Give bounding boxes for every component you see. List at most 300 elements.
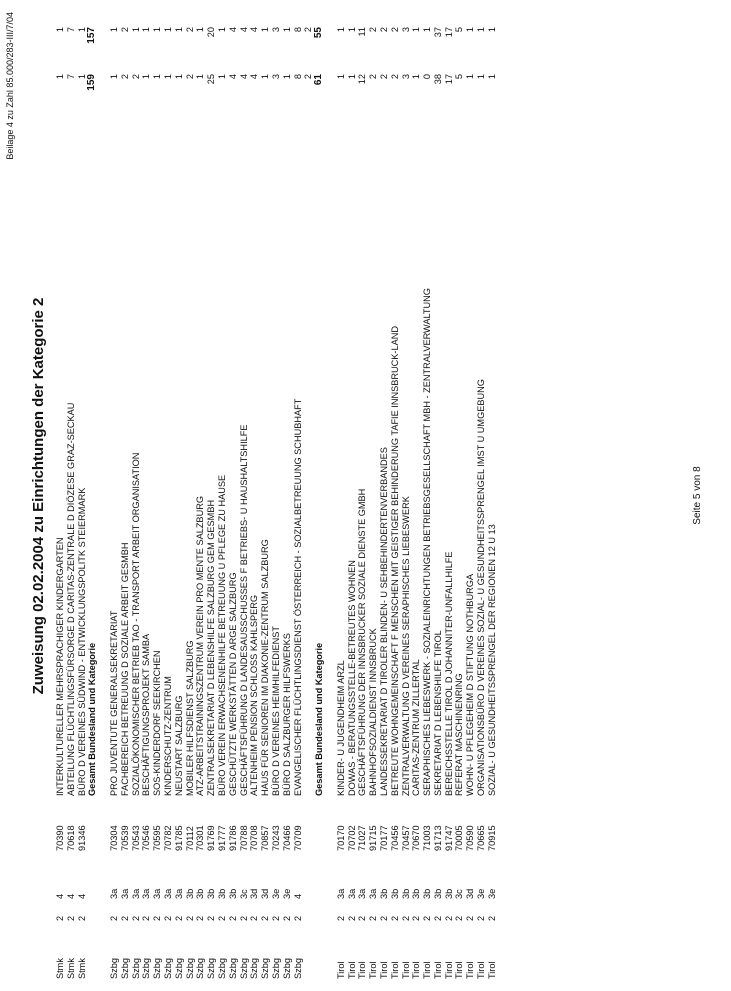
cell-subcategory: 3e: [281, 888, 292, 899]
cell-subcategory: 4: [65, 893, 76, 899]
cell-subcategory: 3a: [130, 888, 141, 899]
cell-count-b: 17: [443, 27, 454, 38]
cell-count-a: 12: [357, 74, 368, 85]
cell-name: EVANGELISCHER FLÜCHTLINGSDIENST ÖSTERREICH - SOZIALBETREUUNG SCHUBHAFT: [292, 398, 303, 796]
cell-subcategory: 3a: [152, 888, 163, 899]
cell-category: 2: [389, 915, 400, 921]
cell-category: 2: [454, 915, 465, 921]
cell-category: 2: [195, 915, 206, 921]
cell-number: 70590: [465, 825, 476, 851]
total-row: [87, 19, 98, 979]
page-title: Zuweisung 02.02.2004 zu Einrichtungen der Kategorie 2: [30, 297, 47, 695]
cell-subcategory: 3a: [346, 888, 357, 899]
cell-number: 70304: [108, 825, 119, 851]
cell-land: Stmk: [55, 958, 65, 979]
cell-land: Szbg: [260, 958, 271, 979]
cell-land: Szbg: [206, 958, 217, 979]
cell-subcategory: 3b: [378, 888, 389, 899]
cell-name: GESCHÄFTSFÜHRUNG D LANDESAUSSCHUSSES F BETRIEBS- U HAUSHALTSHILFE: [238, 424, 249, 796]
cell-count-a: 4: [249, 74, 260, 80]
table-row: [271, 19, 282, 979]
cell-count-a: 1: [411, 74, 422, 80]
cell-subcategory: 3a: [141, 888, 152, 899]
cell-category: 2: [184, 915, 195, 921]
cell-number: 70456: [389, 825, 400, 851]
cell-land: Tirol: [378, 961, 389, 979]
cell-subcategory: 3d: [249, 888, 260, 899]
cell-name: SEKRETARIAT D LEBENSHILFE TIROL: [432, 630, 443, 796]
cell-count-b: 157: [86, 27, 98, 44]
cell-count-b: 1: [141, 27, 152, 33]
cell-land: Tirol: [400, 961, 411, 979]
cell-land: Tirol: [432, 961, 443, 979]
cell-number: 70709: [292, 825, 303, 851]
cell-category: 2: [206, 915, 217, 921]
cell-name: CARITAS-ZENTRUM ZILLERTAL: [411, 659, 422, 796]
table-row: [487, 19, 498, 979]
cell-count-b: 55: [313, 27, 325, 39]
cell-name: SOZIAL- U GESUNDHEITSSPRENGEL DER REGIONEN 12 U 13: [486, 524, 497, 796]
cell-subcategory: 3b: [227, 888, 238, 899]
allocation-table: [55, 19, 498, 979]
cell-count-a: 2: [303, 74, 314, 80]
cell-subcategory: 3d: [465, 888, 476, 899]
cell-subcategory: 4: [55, 893, 65, 899]
cell-category: 2: [432, 915, 443, 921]
cell-count-b: 2: [368, 27, 379, 33]
cell-name: GESCHÄFTSFÜHRUNG DER INNSBRUCKER SOZIALE DIENSTE GMBH: [357, 488, 368, 796]
cell-count-a: 1: [152, 74, 163, 80]
cell-category: 2: [130, 915, 141, 921]
cell-number: 70546: [141, 825, 152, 851]
beilage-reference: Beilage 4 zu Zahl 85.000/283-III/7/04: [5, 12, 15, 160]
table-row: [390, 19, 401, 979]
cell-count-b: 20: [206, 27, 217, 38]
cell-count-a: 3: [400, 74, 411, 80]
cell-number: 91747: [443, 825, 454, 851]
cell-count-a: 1: [173, 74, 184, 80]
cell-category: 2: [216, 915, 227, 921]
cell-subcategory: 3b: [432, 888, 443, 899]
cell-land: Szbg: [162, 958, 173, 979]
table-row: [401, 19, 412, 979]
cell-count-a: 1: [76, 74, 87, 80]
cell-category: 2: [292, 915, 303, 921]
cell-number: 70543: [130, 825, 141, 851]
table-row: [433, 19, 444, 979]
cell-subcategory: 3a: [335, 888, 346, 899]
cell-count-a: 1: [346, 74, 357, 80]
cell-count-a: 2: [130, 74, 141, 80]
cell-name: ALTENHEIM PENSION SCHLOSS KAHLSPERG: [249, 595, 260, 796]
table-row: [293, 19, 304, 979]
cell-category: 2: [152, 915, 163, 921]
table-row: [217, 19, 228, 979]
table-row: [152, 19, 163, 979]
cell-land: Szbg: [195, 958, 206, 979]
cell-land: Szbg: [292, 958, 303, 979]
cell-count-b: 1: [346, 27, 357, 33]
cell-name: FACHBEREICH BETREUUNG D SOZIALE ARBEIT GESMBH: [119, 542, 130, 796]
table-row: [77, 19, 88, 979]
cell-name: BAHNHOFSOZIALDIENST INNSBRUCK: [368, 628, 379, 796]
cell-category: 2: [249, 915, 260, 921]
cell-land: Szbg: [238, 958, 249, 979]
cell-name: BEREICHSSTELLE TIROL D JOHANNITER-UNFALLHILFE: [443, 551, 454, 796]
cell-land: Szbg: [270, 958, 281, 979]
cell-count-a: 2: [184, 74, 195, 80]
cell-subcategory: 3a: [108, 888, 119, 899]
cell-count-a: 1: [486, 74, 497, 80]
cell-number: 70005: [454, 825, 465, 851]
cell-land: Tirol: [368, 961, 379, 979]
cell-category: 2: [227, 915, 238, 921]
cell-count-b: 1: [260, 27, 271, 33]
cell-count-b: 1: [195, 27, 206, 33]
cell-number: 70788: [238, 825, 249, 851]
cell-name: MOBILER HILFSDIENST SALZBURG: [184, 640, 195, 796]
cell-land: Tirol: [443, 961, 454, 979]
cell-count-a: 1: [281, 74, 292, 80]
cell-count-b: 4: [227, 27, 238, 33]
cell-name: PRO JUVENTUTE GENERALSEKRETARIAT: [108, 610, 119, 796]
cell-subcategory: 3b: [184, 888, 195, 899]
cell-number: 70708: [249, 825, 260, 851]
cell-count-a: 1: [108, 74, 119, 80]
cell-number: 91346: [76, 825, 87, 851]
cell-count-b: 1: [281, 27, 292, 33]
cell-number: 70857: [260, 825, 271, 851]
table-row: [228, 19, 239, 979]
cell-number: 70112: [184, 826, 195, 851]
cell-name: BÜRO D SALZBURGER HILFSWERKS: [281, 633, 292, 796]
cell-count-b: 5: [454, 27, 465, 33]
cell-count-b: 2: [184, 27, 195, 33]
cell-name: BETREUTE WOHNGEMEINSCHAFT F MENSCHEN MIT GEISTIGER BEHINDERUNG TAFIE INNSBRUCK-LAND: [389, 326, 400, 796]
table-row: [357, 19, 368, 979]
table-row: [368, 19, 379, 979]
cell-number: 70390: [55, 825, 65, 851]
cell-count-a: 1: [195, 74, 206, 80]
table-row: [465, 19, 476, 979]
cell-number: 91715: [368, 825, 379, 851]
table-row: [66, 19, 77, 979]
cell-count-a: 4: [238, 74, 249, 80]
cell-number: 70466: [281, 825, 292, 851]
table-row: [347, 19, 358, 979]
cell-count-a: 8: [292, 74, 303, 80]
cell-count-b: 3: [400, 27, 411, 33]
cell-category: 2: [443, 915, 454, 921]
cell-count-a: 17: [443, 74, 454, 85]
table-row: [185, 19, 196, 979]
cell-count-a: 1: [55, 74, 65, 80]
cell-count-b: 1: [335, 27, 346, 33]
cell-count-a: 1: [141, 74, 152, 80]
cell-name: ABTEILUNG FLÜCHTLINGSFÜRSORGE D CARITAS-ZENTRALE D DIÖZESE GRAZ-SECKAU: [65, 402, 76, 796]
cell-category: 2: [422, 915, 433, 921]
cell-category: 2: [173, 915, 184, 921]
cell-number: 70170: [335, 825, 346, 851]
cell-name: LANDESSEKRETARIAT D TIROLER BLINDEN- U SEHBEHINDERTENVERBANDES: [378, 447, 389, 796]
cell-number: 70457: [400, 825, 411, 851]
cell-number: 70670: [411, 825, 422, 851]
table-row: [141, 19, 152, 979]
cell-count-a: 3: [270, 74, 281, 80]
cell-number: 70915: [486, 825, 497, 851]
cell-subcategory: 4: [76, 893, 87, 899]
table-row: [379, 19, 390, 979]
cell-count-b: 8: [292, 27, 303, 33]
cell-category: 2: [55, 915, 65, 921]
cell-subcategory: 3b: [443, 888, 454, 899]
table-row: [282, 19, 293, 979]
table-row: [336, 19, 347, 979]
cell-count-b: 1: [173, 27, 184, 33]
cell-count-a: 25: [206, 74, 217, 85]
table-row: [163, 19, 174, 979]
cell-subcategory: 3e: [476, 888, 487, 899]
cell-subcategory: 3d: [260, 888, 271, 899]
cell-name: BÜRO VEREIN ERWACHSENENHILFE BETREUUNG U PFLEGE ZU HAUSE: [216, 474, 227, 796]
cell-land: Tirol: [389, 961, 400, 979]
cell-number: 70665: [476, 825, 487, 851]
cell-subcategory: 3c: [454, 889, 465, 899]
cell-count-a: 5: [454, 74, 465, 80]
table-row: [131, 19, 142, 979]
cell-category: 2: [270, 915, 281, 921]
cell-number: 91769: [206, 825, 217, 851]
cell-count-a: 61: [313, 74, 325, 86]
row-gap: [98, 19, 109, 979]
cell-subcategory: 3a: [357, 888, 368, 899]
cell-count-a: 2: [389, 74, 400, 80]
table-row: [239, 19, 250, 979]
table-row: [55, 19, 66, 979]
cell-count-a: 1: [216, 74, 227, 80]
table-row: [411, 19, 422, 979]
cell-name: BÜRO D VEREINES SÜDWIND - ENTWICKLUNGSPOLITK STEIERMARK: [76, 487, 87, 796]
cell-name: WOHN- U PFLEGEHEIM D STIFTUNG NOTHBURGA: [465, 573, 476, 796]
cell-number: 70618: [65, 825, 76, 851]
table-row: [454, 19, 465, 979]
cell-count-b: 1: [422, 27, 433, 33]
cell-count-b: 1: [411, 27, 422, 33]
cell-name: REFERAT MASCHINENRING: [454, 673, 465, 796]
cell-count-a: 159: [86, 74, 98, 91]
cell-land: Tirol: [486, 961, 497, 979]
cell-number: 70782: [162, 825, 173, 851]
table-row: [260, 19, 271, 979]
cell-land: Szbg: [119, 958, 130, 979]
table-row: [249, 19, 260, 979]
cell-subcategory: 3a: [368, 888, 379, 899]
cell-count-b: 2: [378, 27, 389, 33]
cell-subcategory: 3a: [119, 888, 130, 899]
page-footer: Seite 5 von 8: [692, 466, 703, 525]
cell-count-a: 7: [65, 74, 76, 80]
cell-count-b: 4: [238, 27, 249, 33]
cell-count-a: 2: [119, 74, 130, 80]
cell-subcategory: 3b: [195, 888, 206, 899]
cell-subcategory: 3b: [206, 888, 217, 899]
cell-number: 91777: [216, 825, 227, 851]
cell-count-b: 1: [55, 27, 65, 33]
cell-land: Tirol: [357, 961, 368, 979]
cell-land: Tirol: [422, 961, 433, 979]
cell-count-b: 3: [270, 27, 281, 33]
cell-land: Szbg: [141, 958, 152, 979]
cell-count-b: 1: [216, 27, 227, 33]
cell-subcategory: 3e: [270, 888, 281, 899]
cell-subcategory: 3b: [216, 888, 227, 899]
cell-count-a: 1: [465, 74, 476, 80]
cell-land: Szbg: [108, 958, 119, 979]
cell-subcategory: 3e: [486, 888, 497, 899]
cell-category: 2: [260, 915, 271, 921]
cell-count-b: 7: [65, 27, 76, 33]
cell-name: DOWAS - BERATUNGSSTELLE-BETREUTES WOHNEN: [346, 560, 357, 796]
cell-category: 2: [335, 915, 346, 921]
cell-number: 71027: [357, 825, 368, 851]
cell-name: Gesamt Bundesland und Kategorie: [87, 642, 98, 796]
cell-name: BÜRO D VEREINES HEIMHILFEDIENST: [270, 626, 281, 796]
cell-count-b: 1: [152, 27, 163, 33]
cell-subcategory: 3b: [389, 888, 400, 899]
cell-name: NEUSTART SALZBURG: [173, 695, 184, 796]
cell-land: Tirol: [346, 961, 357, 979]
table-row: [444, 19, 455, 979]
cell-number: 70301: [195, 825, 206, 851]
cell-category: 2: [357, 915, 368, 921]
cell-subcategory: 3c: [238, 889, 249, 899]
cell-land: Tirol: [465, 961, 476, 979]
cell-count-a: 1: [476, 74, 487, 80]
cell-number: 91786: [227, 825, 238, 851]
cell-land: Szbg: [152, 958, 163, 979]
table-row: [174, 19, 185, 979]
cell-category: 2: [476, 915, 487, 921]
table-row: [195, 19, 206, 979]
cell-name: Gesamt Bundesland und Kategorie: [314, 642, 325, 796]
cell-category: 2: [400, 915, 411, 921]
cell-category: 2: [378, 915, 389, 921]
cell-number: 91713: [432, 825, 443, 851]
cell-name: HAUS FÜR SENIOREN IM DIAKONIE-ZENTRUM SALZBURG: [260, 539, 271, 796]
cell-name: SERAPHISCHES LIEBESWERK - SOZIALEINRICHTUNGEN BETRIEBSGESELLSCHAFT MBH - ZENTRALVERWALTUNG: [422, 288, 433, 796]
cell-count-b: 1: [465, 27, 476, 33]
cell-subcategory: 3b: [400, 888, 411, 899]
row-gap: [325, 19, 336, 979]
cell-count-a: 1: [260, 74, 271, 80]
cell-count-a: 1: [162, 74, 173, 80]
total-row: [314, 19, 325, 979]
cell-count-a: 1: [335, 74, 346, 80]
cell-land: Szbg: [130, 958, 141, 979]
cell-count-a: 2: [368, 74, 379, 80]
cell-count-b: 11: [357, 27, 368, 37]
table-row: [206, 19, 217, 979]
cell-category: 2: [76, 915, 87, 921]
cell-land: Stmk: [76, 958, 87, 979]
cell-name: BESCHÄFTIGUNGSPROJEKT SAMBA: [141, 633, 152, 796]
cell-name: INTERKULTURELLER MEHRSPRACHIGER KINDERGARTEN: [55, 537, 65, 796]
cell-category: 2: [465, 915, 476, 921]
cell-category: 2: [162, 915, 173, 921]
cell-name: ORGANISATIONSBÜRO D VEREINES SOZIAL- U GESUNDHEITSSPRENGEL IMST U UMGEBUNG: [476, 379, 487, 796]
cell-category: 2: [281, 915, 292, 921]
cell-category: 2: [65, 915, 76, 921]
cell-category: 2: [486, 915, 497, 921]
cell-count-b: 2: [389, 27, 400, 33]
cell-name: KINDER- U JUGENDHEIM ARZL: [335, 660, 346, 796]
cell-land: Stmk: [65, 958, 76, 979]
cell-subcategory: 3b: [422, 888, 433, 899]
cell-count-b: 1: [476, 27, 487, 33]
cell-number: 70702: [346, 825, 357, 851]
cell-category: 2: [119, 915, 130, 921]
cell-number: 91785: [173, 825, 184, 851]
cell-number: 71003: [422, 825, 433, 851]
cell-subcategory: 4: [292, 893, 303, 899]
cell-number: 70177: [378, 825, 389, 851]
cell-land: Szbg: [249, 958, 260, 979]
subtotal-row: [303, 19, 314, 979]
cell-land: Szbg: [227, 958, 238, 979]
cell-category: 2: [346, 915, 357, 921]
cell-count-b: 1: [108, 27, 119, 33]
cell-name: GESCHÜTZTE WERKSTÄTTEN D ARGE SALZBURG: [227, 572, 238, 796]
cell-land: Tirol: [476, 961, 487, 979]
cell-count-a: 38: [432, 74, 443, 85]
cell-count-b: 1: [162, 27, 173, 33]
cell-subcategory: 3a: [173, 888, 184, 899]
cell-name: KINDERSCHUTZ-ZENTRUM: [162, 676, 173, 796]
cell-name: ZENTRALSEKRETARIAT D LEBENSHILFE SALZBURG GEM GESMBH: [206, 499, 217, 796]
cell-subcategory: 3b: [411, 888, 422, 899]
cell-category: 2: [108, 915, 119, 921]
cell-number: 70243: [270, 825, 281, 851]
cell-count-b: 2: [303, 27, 314, 33]
cell-category: 2: [411, 915, 422, 921]
cell-land: Szbg: [184, 958, 195, 979]
table-row: [120, 19, 131, 979]
cell-category: 2: [368, 915, 379, 921]
cell-number: 70595: [152, 825, 163, 851]
cell-count-b: 4: [249, 27, 260, 33]
cell-name: ATZ-ARBEITSTRAININGSZENTRUM VEREIN PRO MENTE SALZBURG: [195, 496, 206, 796]
cell-count-a: 2: [378, 74, 389, 80]
cell-land: Tirol: [335, 961, 346, 979]
cell-land: Szbg: [173, 958, 184, 979]
cell-name: ZENTRALVERWALTUNG D VEREINES SERAPHISCHES LIEBESWERK: [400, 496, 411, 796]
cell-count-b: 1: [486, 27, 497, 33]
cell-count-b: 37: [432, 27, 443, 38]
cell-count-a: 0: [422, 74, 433, 80]
table-row: [476, 19, 487, 979]
cell-count-b: 2: [119, 27, 130, 33]
cell-land: Tirol: [454, 961, 465, 979]
table-row: [422, 19, 433, 979]
cell-land: Szbg: [216, 958, 227, 979]
table-row: [109, 19, 120, 979]
cell-name: SOZIALÖKONOMISCHER BETRIEB TAO - TRANSPORT ARBEIT ORGANISATION: [130, 452, 141, 796]
cell-land: Tirol: [411, 961, 422, 979]
cell-land: Szbg: [281, 958, 292, 979]
cell-count-b: 1: [130, 27, 141, 33]
cell-name: SOS-KINDERDORF SEEKIRCHEN: [152, 650, 163, 796]
cell-category: 2: [141, 915, 152, 921]
